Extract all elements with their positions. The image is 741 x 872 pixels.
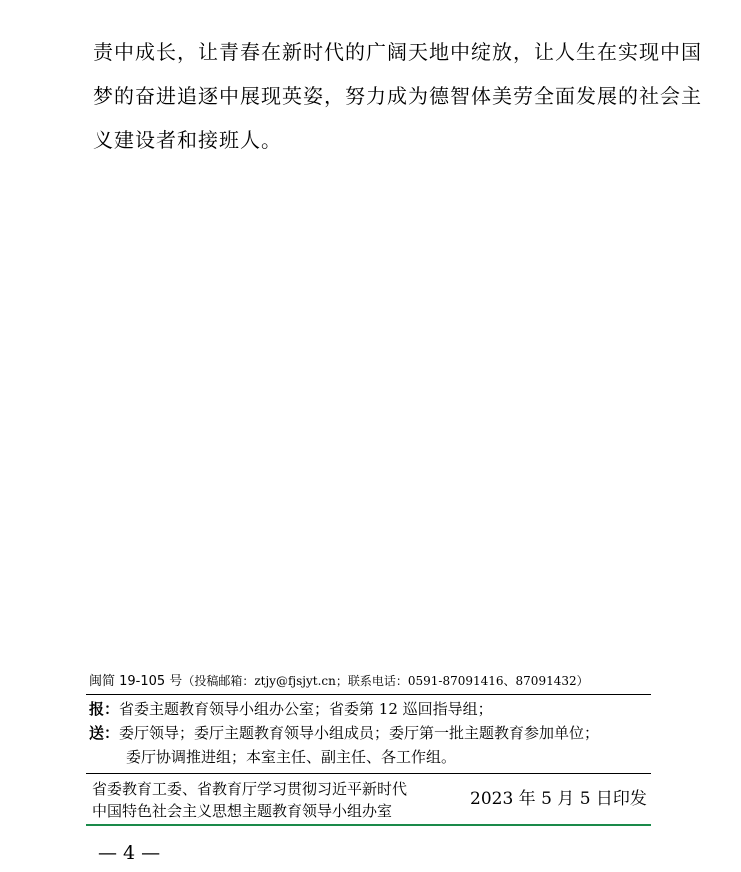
document-footer — [86, 668, 651, 826]
report-recipients: 省委主题教育领导小组办公室；省委第 12 巡回指导组； — [119, 700, 493, 718]
body-line-3: 义建设者和接班人。 — [93, 128, 282, 152]
send-label: 送： — [89, 724, 120, 742]
issuer-block — [86, 774, 651, 824]
contact-info: （投稿邮箱：ztjy@fjsjyt.cn；联系电话：0591-87091416、87091432） — [182, 674, 589, 688]
bottom-green-rule — [86, 824, 651, 826]
send-row — [86, 721, 651, 745]
issuer-line-2: 中国特色社会主义思想主题教育领导小组办室 — [92, 802, 393, 820]
page-number: — 4 — — [98, 842, 161, 864]
report-label: 报： — [89, 700, 120, 718]
print-date: 2023 年 5 月 5 日印发 — [470, 789, 647, 809]
issue-info-line — [86, 668, 651, 695]
send-row-continued — [86, 745, 651, 769]
distribution-list — [86, 695, 651, 769]
issuer-name — [92, 778, 407, 822]
body-line-1: 责中成长，让青春在新时代的广阔天地中绽放，让人生在实现中国 — [93, 40, 702, 64]
issuer-line-1: 省委教育工委、省教育厅学习贯彻习近平新时代 — [92, 780, 408, 798]
body-paragraph — [93, 30, 702, 162]
send-recipients-line-2: 委厅协调推进组；本室主任、副主任、各工作组。 — [126, 748, 457, 766]
send-recipients-line-1: 委厅领导；委厅主题教育领导小组成员；委厅第一批主题教育参加单位； — [119, 724, 600, 742]
issue-number: 闽简 19-105 号 — [89, 674, 183, 689]
body-line-2: 梦的奋进追逐中展现英姿，努力成为德智体美劳全面发展的社会主 — [93, 84, 702, 108]
report-row — [86, 697, 651, 721]
